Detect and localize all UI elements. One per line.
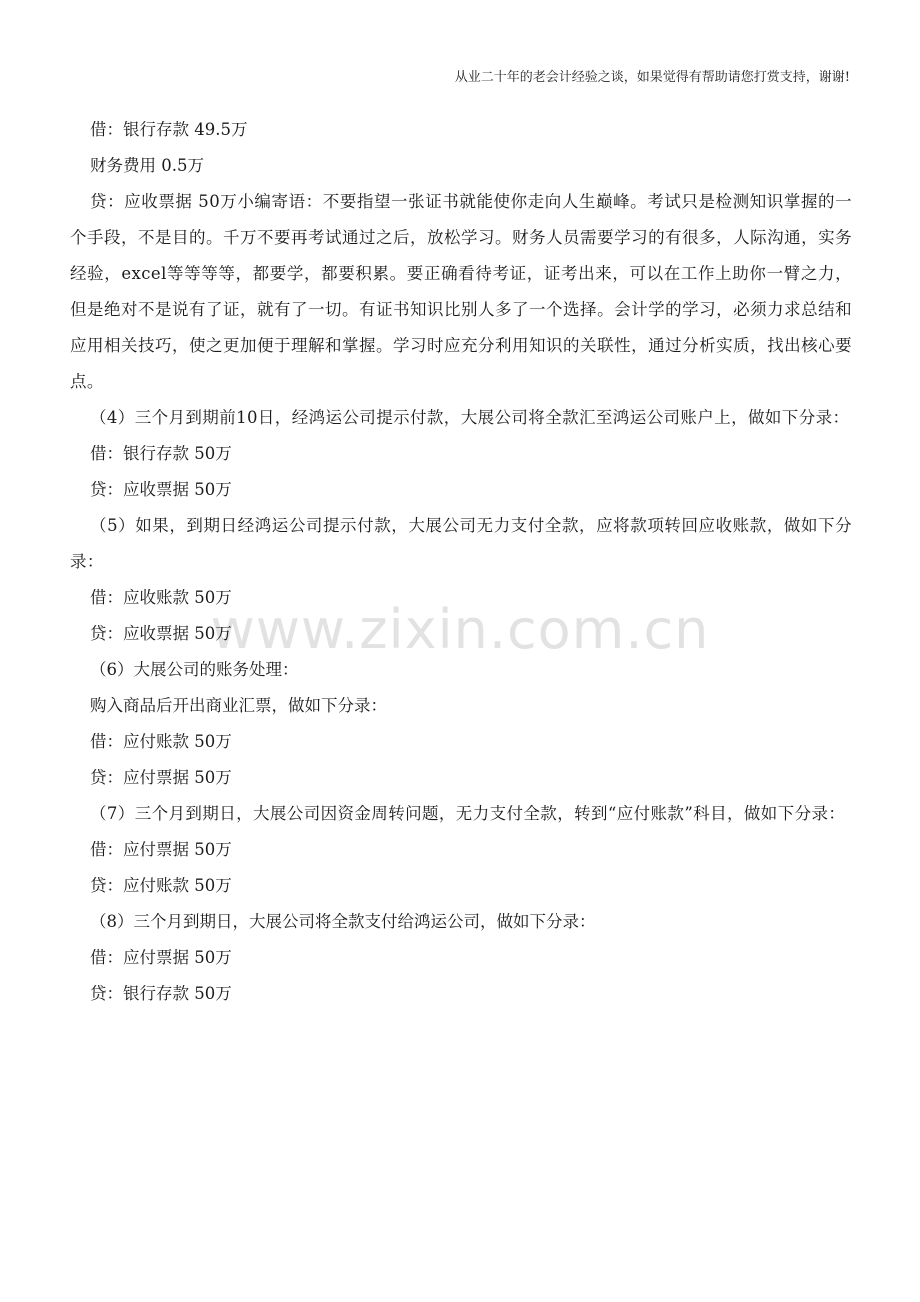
journal-entry-debit-bank: 借：银行存款 49.5万 (90, 120, 248, 139)
header-note: 从业二十年的老会计经验之谈，如果觉得有帮助请您打赏支持，谢谢! (454, 70, 850, 85)
step-6-credit: 贷：应付票据 50万 (90, 768, 232, 787)
step-5-paragraph: （5）如果，到期日经鸿运公司提示付款，大展公司无力支付全款，应将款项转回应收账款，做如下分录： (70, 516, 852, 571)
step-7-paragraph: （7）三个月到期日，大展公司因资金周转问题，无力支付全款，转到“应付账款”科目，做如下分录： (90, 804, 846, 823)
journal-entry-finance-expense: 财务费用 0.5万 (90, 156, 204, 175)
step-4-paragraph: （4）三个月到期前10日，经鸿运公司提示付款，大展公司将全款汇至鸿运公司账户上，做如下分录： (90, 408, 850, 427)
step-7-debit: 借：应付票据 50万 (90, 840, 232, 859)
step-8-debit: 借：应付票据 50万 (90, 948, 232, 967)
step-8-credit: 贷：银行存款 50万 (90, 984, 232, 1003)
watermark: www.zixin.com.cn (210, 598, 710, 661)
step-6-description: 购入商品后开出商业汇票，做如下分录： (90, 696, 387, 715)
step-5-debit: 借：应收账款 50万 (90, 588, 232, 607)
editor-note-paragraph: 贷：应收票据 50万小编寄语：不要指望一张证书就能使你走向人生巅峰。考试只是检测知识掌握的一个手段，不是目的。千万不要再考试通过之后，放松学习。财务人员需要学习的有很多，人际沟通，实务经验，excel等等等等，都要学，都要积累。要正确看待考证，证考出来，可以在工作上助你一臂之力，但是绝对不是说有了证，就有了一切。有证书知识比别人多了一个选择。会计学的学习，必须力求总结和应用相关技巧，使之更加便于理解和掌握。学习时应充分利用知识的关联性，通过分析实质，找出核心要点。 (70, 192, 852, 391)
step-4-credit: 贷：应收票据 50万 (90, 480, 232, 499)
step-4-debit: 借：银行存款 50万 (90, 444, 232, 463)
step-6-heading: （6）大展公司的账务处理： (90, 660, 299, 679)
step-6-debit: 借：应付账款 50万 (90, 732, 232, 751)
step-7-credit: 贷：应付账款 50万 (90, 876, 232, 895)
step-8-heading: （8）三个月到期日，大展公司将全款支付给鸿运公司，做如下分录： (90, 912, 596, 931)
step-5-credit: 贷：应收票据 50万 (90, 624, 232, 643)
document-body (70, 112, 852, 1012)
